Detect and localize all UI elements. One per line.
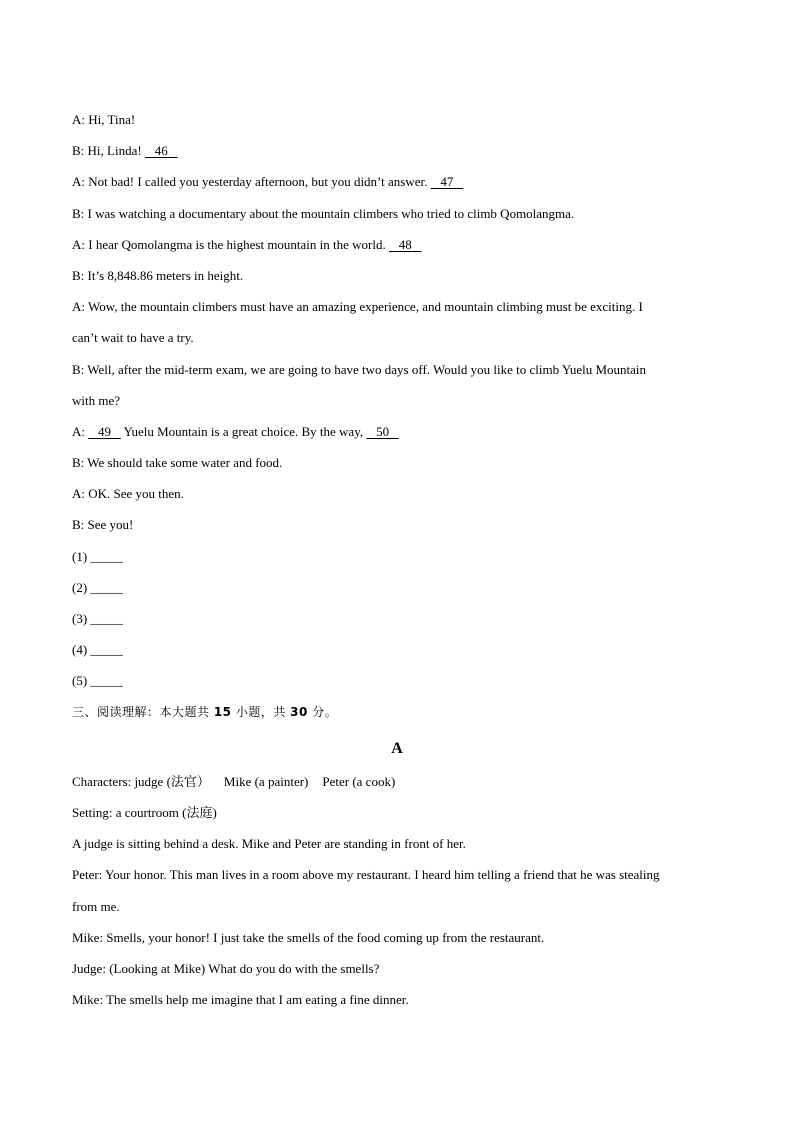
passage-line-3: from me.	[72, 898, 120, 914]
dialogue-line-9	[72, 416, 722, 447]
dialogue-line-8a: B: Well, after the mid-term exam, we are going to have two days off. Would you like to climb Yuelu Mountain	[72, 361, 646, 377]
blank-46[interactable]: 46	[154, 143, 168, 159]
passage-line-6: Mike: The smells help me imagine that I am eating a fine dinner.	[72, 992, 409, 1008]
answer-blank[interactable]: _____	[90, 579, 123, 595]
dialogue-text: B: Hi, Linda!	[72, 143, 145, 159]
characters-label: Characters: judge (法官）	[72, 773, 210, 789]
blank-50[interactable]: 50	[376, 423, 390, 439]
dialogue-line-2	[72, 135, 722, 166]
dialogue-line-11: A: OK. See you then.	[72, 486, 184, 502]
answer-line-2	[72, 572, 722, 603]
answer-label: (5)	[72, 673, 91, 689]
answer-label: (3)	[72, 611, 91, 626]
dialogue-text: A:	[72, 423, 89, 439]
dialogue-line-8b: with me?	[72, 392, 121, 408]
dialogue-line-4: B: I was watching a documentary about the mountain climbers who tried to climb Qomolangma.	[72, 205, 575, 221]
worksheet-page	[72, 104, 722, 1015]
dialogue-line-5	[72, 229, 722, 260]
setting-line: Setting: a courtroom (法庭)	[72, 804, 217, 820]
blank-48[interactable]: 48	[398, 236, 412, 252]
dialogue-text: A: Not bad! I called you yesterday afternoon, but you didn’t answer.	[72, 174, 431, 190]
dialogue-line-7a: A: Wow, the mountain climbers must have an amazing experience, and mountain climbing must be exciting. I	[72, 299, 643, 315]
answer-line-4	[72, 634, 722, 665]
answer-label: (2)	[72, 579, 91, 595]
answer-blank[interactable]: _____	[90, 642, 123, 658]
blank-49[interactable]: 49	[98, 423, 111, 439]
passage-line-1: A judge is sitting behind a desk. Mike and Peter are standing in front of her.	[72, 836, 466, 852]
answer-blank[interactable]: _____	[90, 611, 123, 626]
character-mike: Mike (a painter)	[223, 773, 309, 789]
blank-47[interactable]: 47	[440, 174, 454, 190]
answer-line-5	[72, 665, 722, 696]
passage-line-4: Mike: Smells, your honor! I just take the smells of the food coming up from the restaurant.	[72, 929, 545, 945]
character-peter: Peter (a cook)	[322, 773, 396, 789]
characters-line	[72, 766, 722, 797]
dialogue-text: Yuelu Mountain is a great choice. By the way,	[120, 423, 367, 439]
dialogue-text: A: I hear Qomolangma is the highest mountain in the world.	[72, 236, 389, 252]
answer-line-3	[72, 603, 722, 634]
dialogue-line-12: B: See you!	[72, 517, 134, 533]
passage-line-2: Peter: Your honor. This man lives in a room above my restaurant. I heard him telling a friend that he was stealing	[72, 867, 660, 883]
answer-label: (1)	[72, 548, 91, 564]
answer-label: (4)	[72, 642, 91, 658]
dialogue-line-1: A: Hi, Tina!	[72, 112, 136, 127]
dialogue-line-7b: can’t wait to have a try.	[72, 330, 194, 346]
passage-title: A	[391, 739, 403, 757]
answer-blank[interactable]: _____	[90, 673, 123, 689]
passage-line-5: Judge: (Looking at Mike) What do you do with the smells?	[72, 960, 380, 976]
dialogue-line-6: B: It’s 8,848.86 meters in height.	[72, 267, 244, 283]
dialogue-line-3	[72, 166, 722, 197]
dialogue-line-10: B: We should take some water and food.	[72, 455, 283, 471]
section-heading: 三、阅读理解：本大题共 15 小题，共 30 分。	[72, 704, 338, 719]
answer-blank[interactable]: _____	[90, 548, 123, 564]
answer-line-1	[72, 541, 722, 572]
